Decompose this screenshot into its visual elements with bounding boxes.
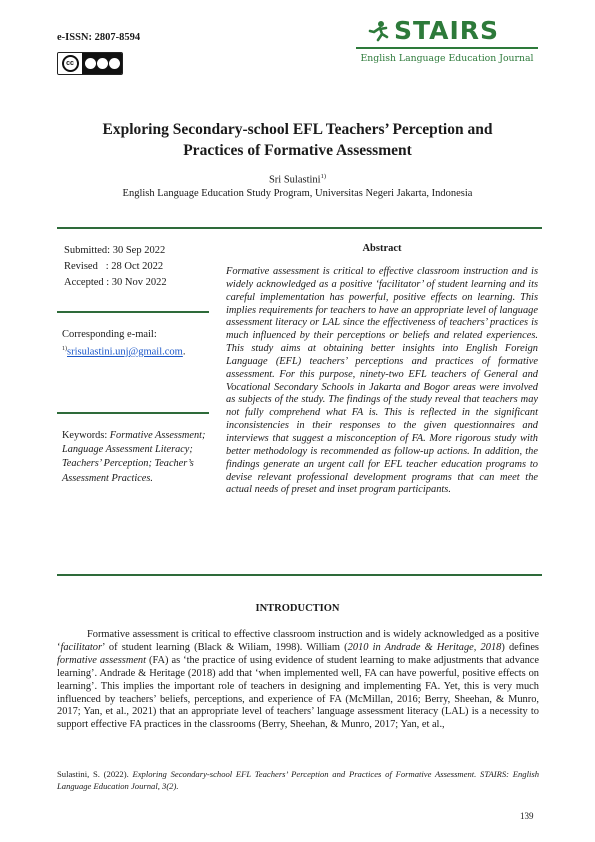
nc-icon [97,58,108,69]
intro-italic-3: formative assessment [57,654,147,666]
author-sup: 1) [320,173,327,180]
top-rule [57,227,542,229]
journal-logo [356,18,538,68]
submitted-date: Submitted: 30 Sep 2022 [64,245,166,256]
cc-terms-icons [82,53,122,74]
corresponding-email-link[interactable]: srisulastini.unj@gmail.com [67,346,183,358]
citation-footer [57,768,539,792]
citation-italic: Exploring Secondary-school EFL Teachers’ Perception and Practices of Formative Assessment. STAIRS: English Language Education Journal, 3(2). [57,769,539,791]
keywords-block [62,429,212,486]
issn-label: e-ISSN: 2807-8594 [57,32,141,43]
meta-rule-1 [57,311,209,313]
paper-title [40,119,555,161]
logo-rule [356,47,538,49]
citation-plain: Sulastini, S. (2022). [57,769,133,779]
journal-logo-name: STAIRS [394,16,500,45]
submission-dates [64,243,167,291]
bottom-rule [57,574,542,576]
intro-text-3: ) defines [501,641,539,653]
revised-date: Revised : 28 Oct 2022 [64,261,164,272]
keywords-label: Keywords: [62,430,108,441]
cc-license-badge[interactable] [57,52,123,75]
paper-title-line-2: Practices of Formative Assessment [183,142,412,159]
climbing-figure-icon [368,20,390,42]
paper-title-line-1: Exploring Secondary-school EFL Teachers’ Perception and [102,121,493,138]
intro-italic-1: facilitator [60,641,103,653]
author-line [0,173,595,186]
email-sup: 1) [62,346,67,352]
abstract-heading: Abstract [362,243,402,254]
email-trail: . [182,346,186,358]
keywords-list: Formative Assessment; Language Assessment Literacy; Teachers’ Perception; Teacher’s Assessment Practices. [62,430,206,484]
accepted-date: Accepted : 30 Nov 2022 [64,277,167,288]
intro-text-1: Formative assessment is critical to effective classroom instruction and is widely acknowledged as a positive ‘ [57,629,539,653]
abstract-text: Formative assessment is critical to effective classroom instruction and is widely acknowledged as a positive ‘facilitator’ of student learning and its careful implementation has powerful, positive effects on learning. This implies requirements for teachers to have an appropriate level of language assessment literacy or LAL since the effectiveness of teachers’ practices is much influenced by their perceptions or beliefs and related experiences. This study aims at obtaining better insights into English Foreign Language (EFL) teachers’ perceptions and practices of formative assessment. For this purpose, ninety-two EFL teachers of General and Vocational Secondary Schools in Jakarta and Bogor areas were involved as subjects of the study. The findings of the study reveal that teachers may not fully comprehend what FA is. This is reflected in the significant inconsistencies in their responses to the given questionnaires and interviews that suggest a misconception of FA. More rigorous study with better methodology is recommended as follow-up actions. In addition, the findings generate an urgent call for EFL teacher education programs to devise relevant professional development programs that can meet the actual needs of preset and inset program participants. [226,266,538,496]
intro-text-4: (FA) as ‘the practice of using evidence of student learning to make adjustments that advance learning’. Andrade & Heritage (2018) add that ‘when implemented well, FA can have powerful, positive effects on learning’. This implies the important role of teachers in designing and implementing FA. Yet, this is very much influenced by teachers’ beliefs, perceptions, and experience of FA (McMillan, 2016; Berry, Sheehan, & Munro, 2017; Yan, et al., 2021) that an appropriate level of teachers’ language assessment literacy (LAL) is a necessity to support effective FA practices in the classrooms (Berry, Sheehan, & Munro, 2017; Yan, et al., [57,654,539,731]
author-affiliation: English Language Education Study Program, Universitas Negeri Jakarta, Indonesia [122,188,473,199]
intro-italic-2: 2010 in Andrade & Heritage, 2018 [347,641,502,653]
intro-text-2: ’ of student learning (Black & Wiliam, 1998). William ( [102,641,348,653]
corresponding-label: Corresponding e-mail: [62,329,157,340]
by-icon [85,58,96,69]
corresponding-block [62,327,185,360]
introduction-paragraph [57,629,539,732]
cc-icon: cc [58,53,82,74]
author-name: Sri Sulastini [268,174,321,186]
sa-icon [109,58,120,69]
journal-logo-subtitle: English Language Education Journal [360,53,534,64]
introduction-heading: INTRODUCTION [255,603,340,614]
meta-rule-2 [57,412,209,414]
page-number: 139 [520,811,534,821]
